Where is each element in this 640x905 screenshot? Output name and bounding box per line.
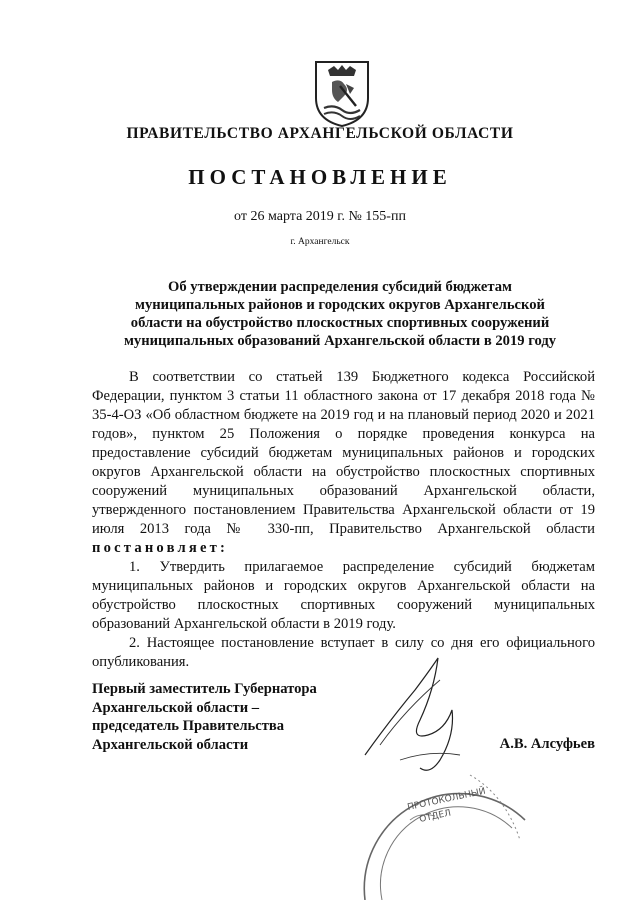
title-line: муниципальных образований Архангельской области в 2019 году: [123, 333, 557, 349]
decree-word: постановляет:: [92, 540, 229, 556]
title-line: муниципальных районов и городских округов Архангельской: [135, 297, 545, 313]
document-title: [90, 278, 590, 350]
document-body: [92, 368, 595, 672]
handwritten-signature: [360, 650, 470, 780]
coat-of-arms-icon: [310, 58, 374, 128]
preamble-paragraph: [92, 368, 595, 558]
signatory-position-line: Первый заместитель Губернатора: [92, 681, 317, 697]
government-name: ПРАВИТЕЛЬСТВО АРХАНГЕЛЬСКОЙ ОБЛАСТИ: [126, 125, 514, 142]
document-date-number: от 26 марта 2019 г. № 155-пп: [234, 209, 406, 224]
svg-text:ОТДЕЛ: ОТДЕЛ: [418, 808, 453, 825]
signatory-position-line: Архангельской области: [92, 736, 249, 753]
decree-item-1: 1. Утвердить прилагаемое распределение субсидий бюджетам муниципальных районов и городских округов Архангельской области на обустройство плоскостных спортивных сооружений муниципальных образований Архангельской области в 2019 году.: [92, 559, 595, 632]
title-line: Об утверждении распределения субсидий бюджетам: [167, 279, 512, 295]
signatory-position: [92, 680, 317, 754]
preamble-text: В соответствии со статьей 139 Бюджетного кодекса Российской Федерации, пунктом 3 статьи 11 областного закона от 17 декабря 2018 года № 35-4-ОЗ «Об областном бюджете на 2019 год и на плановый период 2020 и 2021 годов», пунктом 25 Положения о порядке проведения конкурса на предоставление субсидий бюджетам муниципальных районов и городских округов Архангельской области на обустройство плоскостных спортивных сооружений муниципальных образований Архангельской области, утвержденного постановлением Правительства Архангельской области от 19 июля 2013 года № 330-пп, Правительство Архангельской области: [92, 369, 595, 537]
svg-text:ПРОТОКОЛЬНЫЙ: ПРОТОКОЛЬНЫЙ: [406, 786, 487, 813]
title-line: области на обустройство плоскостных спортивных сооружений: [130, 315, 550, 331]
signatory-name: А.В. Алсуфьев: [499, 736, 595, 752]
decree-item-2: 2. Настоящее постановление вступает в силу со дня его официального опубликования.: [92, 635, 595, 670]
signatory-position-line: Архангельской области –: [92, 699, 260, 716]
document-city: г. Архангельск: [290, 237, 350, 247]
document-type: ПОСТАНОВЛЕНИЕ: [188, 165, 452, 189]
signatory-position-line: председатель Правительства: [92, 718, 285, 734]
